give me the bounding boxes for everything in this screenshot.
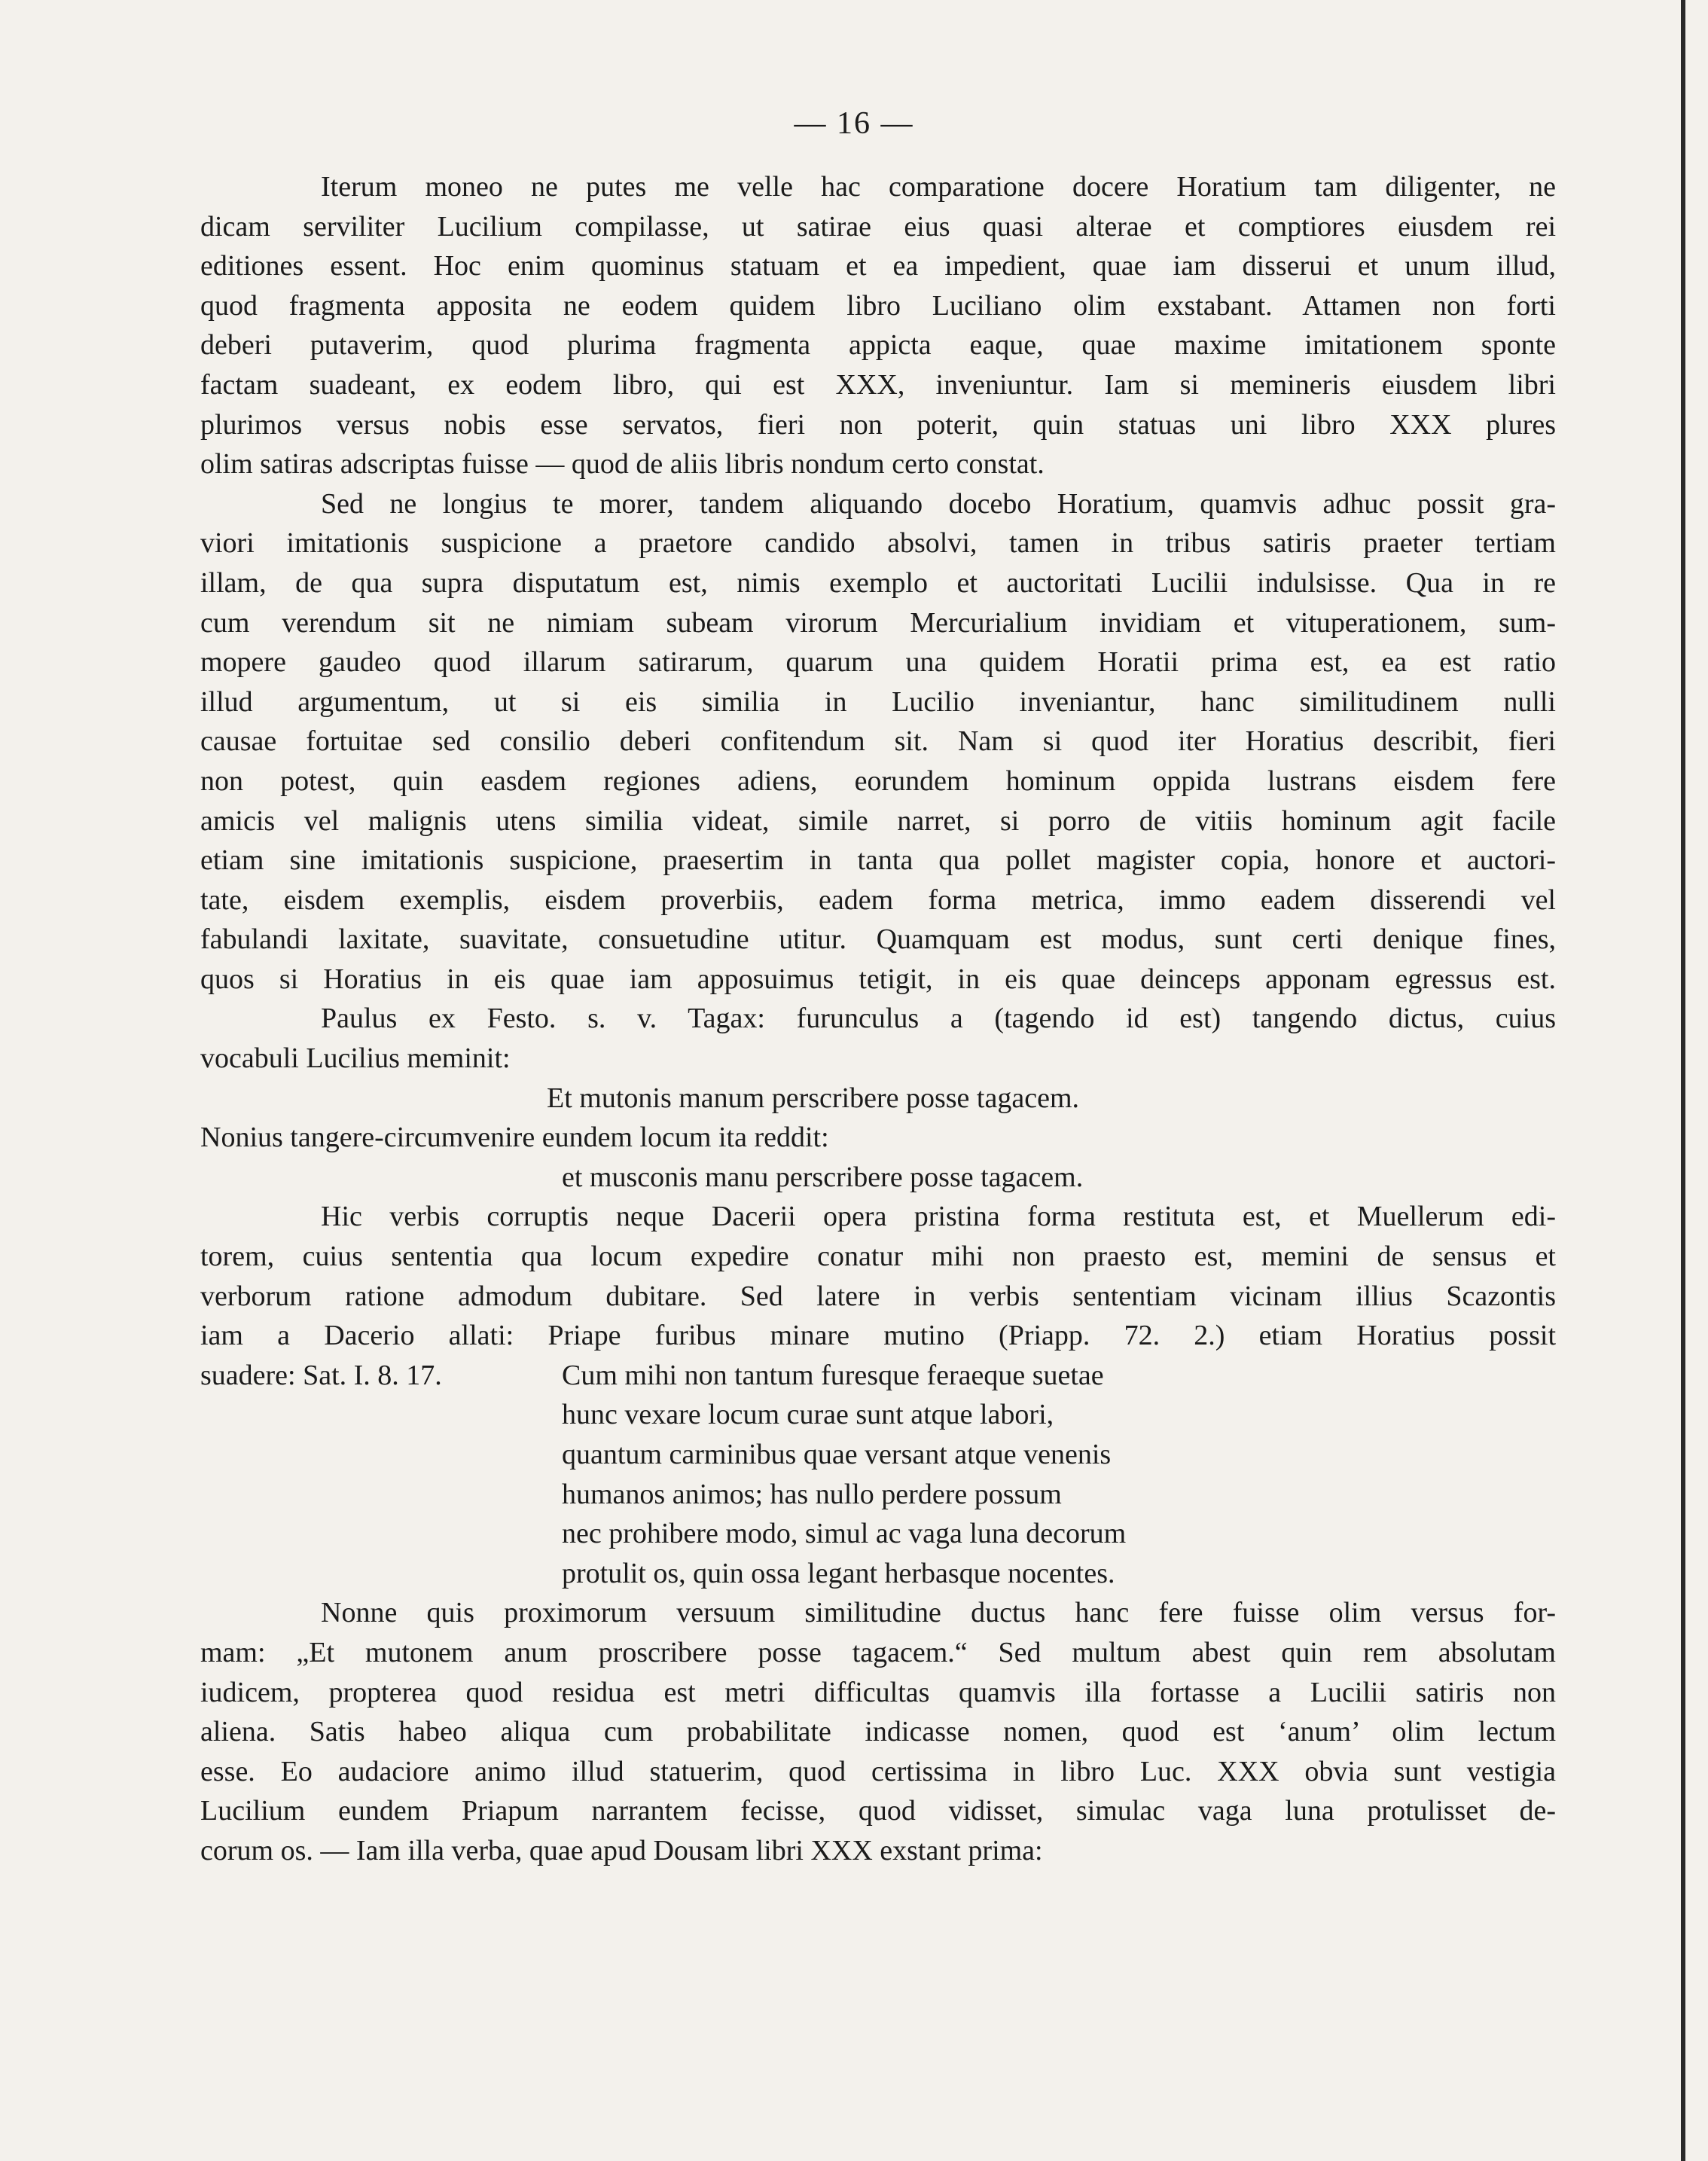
text-line	[200, 1356, 1556, 1396]
text-line: Hic verbis corruptis neque Dacerii opera pristina forma restituta est, et Muellerum edi-	[321, 1201, 1556, 1233]
text-line: dicam serviliter Lucilium compilasse, ut satirae eius quasi alterae et comptiores eiusdem rei	[200, 210, 1556, 243]
text-line: Sed ne longius te morer, tandem aliquando docebo Horatium, quamvis adhuc possit gra-	[321, 487, 1556, 520]
text-line: vocabuli Lucilius meminit:	[200, 1042, 511, 1075]
text-line: illam, de qua supra disputatum est, nimis exemplo et auctoritati Lucilii indulsisse. Qua in re	[200, 566, 1556, 599]
text-line: mam: „Et mutonem anum proscribere posse tagacem.“ Sed multum abest quin rem absolutam	[200, 1636, 1556, 1668]
body-text	[200, 167, 1556, 1871]
text-line: plurimos versus nobis esse servatos, fieri non poterit, quin statuas uni libro XXX plures	[200, 408, 1556, 441]
quoted-verse: quantum carminibus quae versant atque venenis	[562, 1439, 1112, 1470]
text-line: deberi putaverim, quod plurima fragmenta appicta eaque, quae maxime imitationem sponte	[200, 329, 1556, 362]
text-line: fabulandi laxitate, suavitate, consuetudine utitur. Quamquam est modus, sunt certi denique fines,	[200, 923, 1556, 956]
text-line: quos si Horatius in eis quae iam apposuimus tetigit, in eis quae deinceps apponam egressus est.	[200, 963, 1556, 995]
page-number: — 16 —	[794, 106, 914, 141]
text-line: Paulus ex Festo. s. v. Tagax: furunculus a (tagendo id est) tangendo dictus, cuius	[321, 1003, 1556, 1035]
text-line: iudicem, propterea quod residua est metri difficultas quamvis illa fortasse a Lucilii satiris non	[200, 1676, 1556, 1708]
quoted-verse: humanos animos; has nullo perdere possum	[562, 1478, 1062, 1510]
text-line: verborum ratione admodum dubitare. Sed latere in verbis sententiam vicinam illius Scazontis	[200, 1280, 1556, 1312]
text-line: iam a Dacerio allati: Priape furibus minare mutino (Priapp. 72. 2.) etiam Horatius possit	[200, 1320, 1556, 1352]
text-line: causae fortuitae sed consilio deberi confitendum sit. Nam si quod iter Horatius describit, fieri	[200, 725, 1556, 758]
text-line: factam suadeant, ex eodem libro, qui est XXX, inveniuntur. Iam si memineris eiusdem libri	[200, 368, 1556, 401]
text-line: quod fragmenta apposita ne eodem quidem libro Luciliano olim exstabant. Attamen non forti	[200, 289, 1556, 322]
quoted-verse: protulit os, quin ossa legant herbasque nocentes.	[562, 1557, 1115, 1589]
page-edge	[1681, 0, 1685, 2161]
text-line: non potest, quin easdem regiones adiens, eorundem hominum oppida lustrans eisdem fere	[200, 765, 1556, 797]
text-line: cum verendum sit ne nimiam subeam virorum Mercurialium invidiam et vituperationem, sum-	[200, 606, 1556, 639]
text-line: illud argumentum, ut si eis similia in Lucilio inveniantur, hanc similitudinem nulli	[200, 685, 1556, 718]
citation: suadere: Sat. I. 8. 17.	[200, 1359, 442, 1391]
text-line: Nonius tangere-circumvenire eundem locum ita reddit:	[200, 1122, 829, 1154]
text-line: tate, eisdem exemplis, eisdem proverbiis, eadem forma metrica, immo eadem disserendi vel	[200, 884, 1556, 916]
text-line: editiones essent. Hoc enim quominus statuam et ea impedient, quae iam disserui et unum illud,	[200, 250, 1556, 282]
text-line: Lucilium eundem Priapum narrantem fecisse, quod vidisset, simulac vaga luna protulisset de-	[200, 1795, 1556, 1827]
text-line: aliena. Satis habeo aliqua cum probabilitate indicasse nomen, quod est ‘anum’ olim lectum	[200, 1716, 1556, 1748]
quoted-verse: hunc vexare locum curae sunt atque labori,	[562, 1399, 1054, 1431]
quoted-verse: Cum mihi non tantum furesque feraeque suetae	[562, 1359, 1104, 1391]
text-line: corum os. — Iam illa verba, quae apud Dousam libri XXX exstant prima:	[200, 1834, 1043, 1866]
quoted-verse: Et mutonis manum perscribere posse tagacem.	[547, 1082, 1080, 1114]
text-line: Iterum moneo ne putes me velle hac comparatione docere Horatium tam diligenter, ne	[321, 171, 1556, 203]
text-line: amicis vel malignis utens similia videat, simile narret, si porro de vitiis hominum agit facile	[200, 804, 1556, 837]
text-line: etiam sine imitationis suspicione, praesertim in tanta qua pollet magister copia, honore et auctori-	[200, 844, 1556, 877]
text-line: esse. Eo audaciore animo illud statuerim, quod certissima in libro Luc. XXX obvia sunt vestigia	[200, 1755, 1556, 1787]
text-line: Nonne quis proximorum versuum similitudine ductus hanc fere fuisse olim versus for-	[321, 1597, 1556, 1629]
text-line: viori imitationis suspicione a praetore candido absolvi, tamen in tribus satiris praeter tertiam	[200, 527, 1556, 560]
text-line: torem, cuius sententia qua locum expedire conatur mihi non praesto est, memini de sensus et	[200, 1241, 1556, 1273]
text-line: mopere gaudeo quod illarum satirarum, quarum una quidem Horatii prima est, ea est ratio	[200, 646, 1556, 679]
text-line: olim satiras adscriptas fuisse — quod de aliis libris nondum certo constat.	[200, 448, 1045, 481]
quoted-verse: et musconis manu perscribere posse tagacem.	[562, 1161, 1084, 1193]
quoted-verse: nec prohibere modo, simul ac vaga luna decorum	[562, 1518, 1127, 1550]
